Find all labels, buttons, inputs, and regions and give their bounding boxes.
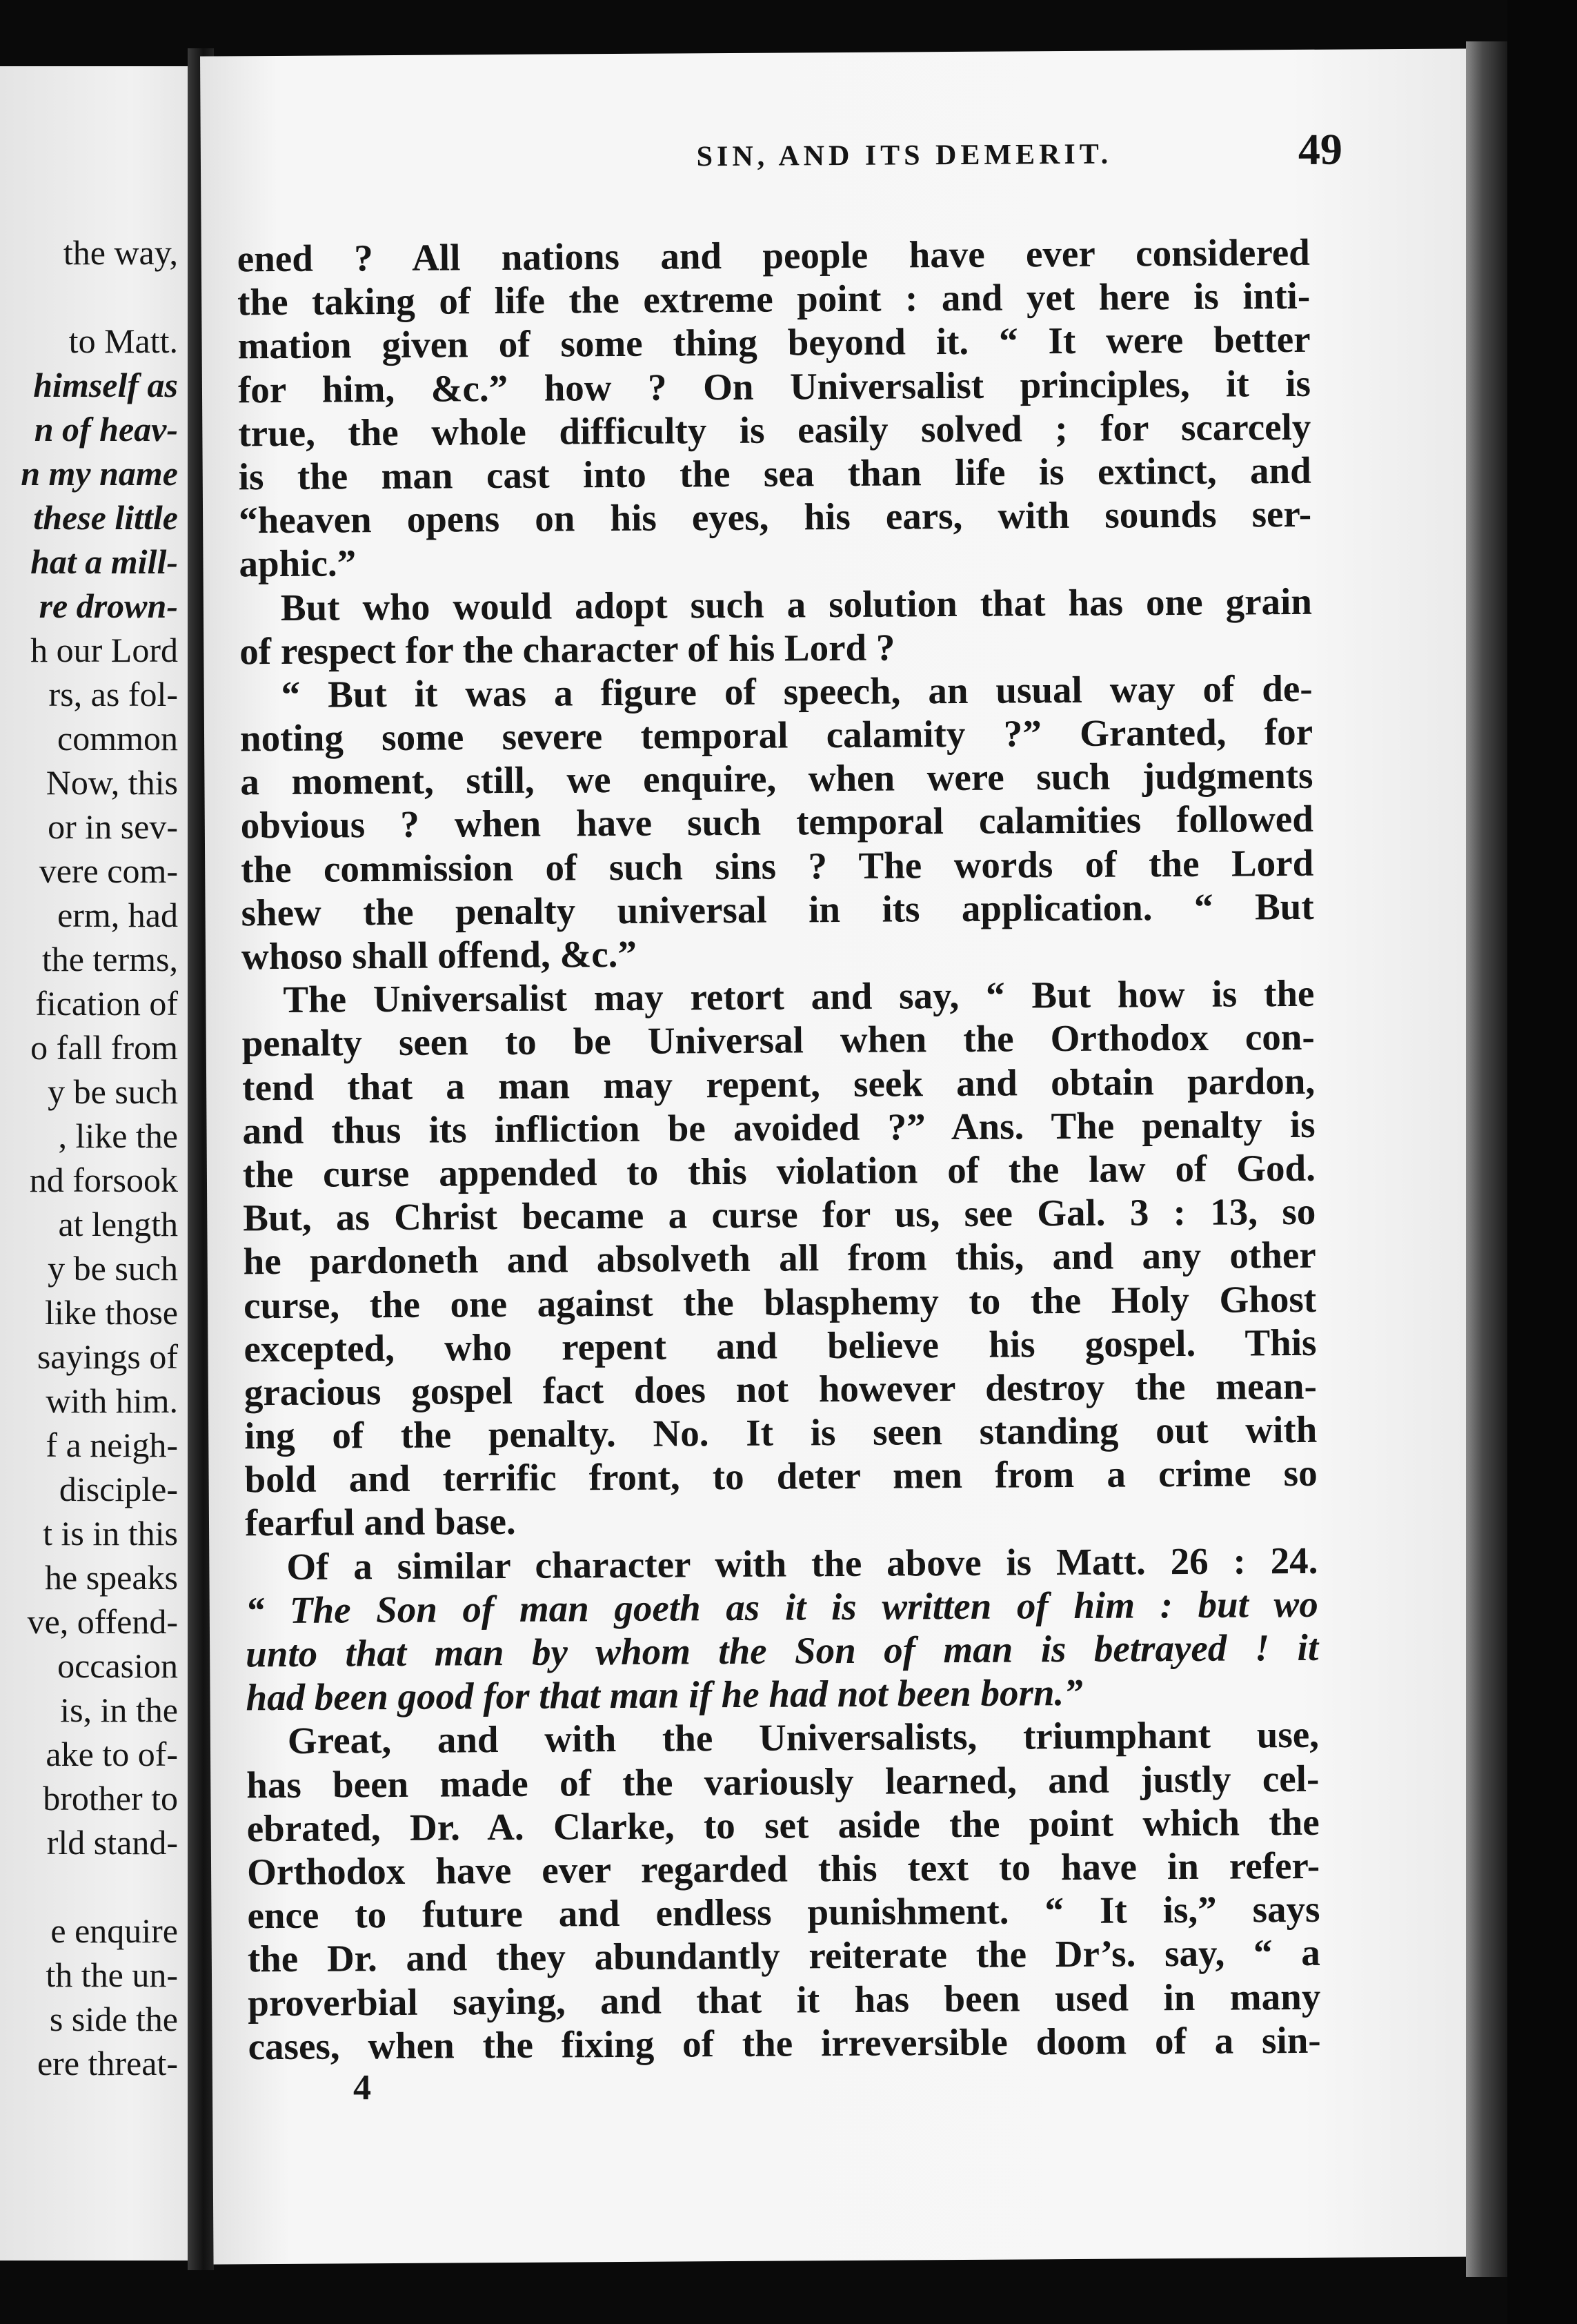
- text-line: Great, and with the Universalists, triumphant use,: [287, 1713, 1320, 1762]
- text-line: of respect for the character of his Lord ?: [239, 626, 895, 673]
- page-edge-shadow: [1466, 41, 1507, 2277]
- text-line: unto that man by whom the Son of man is betrayed ! it: [245, 1626, 1319, 1675]
- text-line: cases, when the fixing of the irreversible doom of a sin-: [248, 2018, 1321, 2067]
- left-page-line: [0, 1864, 178, 1909]
- text-line: obvious ? when have such temporal calamities followed: [240, 798, 1313, 847]
- left-page-line: hat a mill-: [30, 542, 178, 581]
- text-line: “ But it was a figure of speech, an usual way of de-: [281, 667, 1313, 716]
- left-page-line: y be such: [48, 1072, 178, 1111]
- left-page-line: these little: [33, 498, 178, 537]
- left-page-line: at length: [58, 1205, 178, 1243]
- left-page-line: n of heav-: [34, 410, 178, 449]
- left-page-line: or in sev-: [48, 807, 178, 846]
- left-page-line: e enquire: [50, 1911, 178, 1950]
- text-line: the curse appended to this violation of the law of God.: [242, 1146, 1316, 1196]
- text-line: and thus its infliction be avoided ?” Ans. The penalty is: [242, 1103, 1316, 1152]
- text-line: proverbial saying, and that it has been used in many: [248, 1975, 1321, 2024]
- left-page-line: Now, this: [46, 763, 178, 802]
- text-line: whoso shall offend, &c.”: [241, 932, 637, 978]
- text-line: for him, &c.” how ? On Universalist principles, it is: [237, 362, 1311, 411]
- left-page-line: the way,: [63, 233, 178, 272]
- text-line: the commission of such sins ? The words of the Lord: [241, 841, 1314, 890]
- left-page-line: he speaks: [45, 1558, 178, 1597]
- left-page-line: erm, had: [57, 896, 178, 934]
- left-page-line: the terms,: [41, 940, 178, 978]
- page-number: 49: [1298, 124, 1343, 174]
- text-line: penalty seen to be Universal when the Orthodox con-: [241, 1016, 1315, 1065]
- text-line: fearful and base.: [244, 1500, 516, 1544]
- text-line: “ The Son of man goeth as it is written of him : but wo: [245, 1582, 1318, 1632]
- text-line: has been made of the variously learned, and justly cel-: [246, 1757, 1320, 1806]
- text-line: shew the penalty universal in its application. “ But: [241, 885, 1314, 934]
- left-page-line: [0, 275, 178, 319]
- scan-border: [1507, 0, 1577, 2324]
- text-line: the Dr. and they abundantly reiterate the Dr’s. say, “ a: [247, 1931, 1321, 1980]
- left-page-line: h our Lord: [30, 631, 178, 669]
- left-page-line: is, in the: [60, 1691, 178, 1729]
- text-line: curse, the one against the blasphemy to the Holy Ghost: [243, 1277, 1317, 1326]
- text-line: aphic.”: [239, 542, 357, 585]
- left-page-line: ve, offend-: [27, 1602, 178, 1641]
- page-header: [201, 124, 1484, 198]
- body-text: [237, 230, 1321, 2068]
- left-page-line: th the un-: [46, 1956, 178, 1994]
- left-page-line: with him.: [46, 1381, 178, 1420]
- left-page-line: sayings of: [37, 1337, 178, 1376]
- left-page-line: n my name: [21, 454, 178, 493]
- left-page-line: rs, as fol-: [48, 675, 178, 713]
- text-line: the taking of life the extreme point : and yet here is inti-: [237, 275, 1311, 324]
- left-page-line: ake to of-: [46, 1735, 178, 1773]
- text-line: mation given of some thing beyond it. “ It were better: [237, 318, 1311, 367]
- left-page-line: vere com-: [39, 851, 178, 890]
- text-line: ing of the penalty. No. It is seen standing out with: [244, 1408, 1318, 1457]
- running-head: SIN, AND ITS DEMERIT.: [696, 138, 1113, 173]
- left-page-line: s side the: [49, 2000, 178, 2038]
- left-page-line: brother to: [43, 1779, 178, 1818]
- left-page-line: himself as: [33, 366, 178, 404]
- text-line: excepted, who repent and believe his gospel. This: [244, 1321, 1317, 1370]
- left-page-line: ere threat-: [37, 2044, 178, 2082]
- text-line: “heaven opens on his eyes, his ears, with sounds ser-: [238, 492, 1312, 542]
- left-page-line: rld stand-: [46, 1823, 178, 1862]
- text-line: ened ? All nations and people have ever considered: [237, 230, 1310, 280]
- text-line: But who would adopt such a solution that has one grain: [280, 580, 1313, 629]
- text-line: bold and terrific front, to deter men from a crime so: [244, 1452, 1318, 1501]
- left-page-line: like those: [44, 1293, 178, 1332]
- signature-mark: 4: [353, 2068, 371, 2107]
- left-page-line: to Matt.: [68, 322, 178, 360]
- left-page-line: t is in this: [43, 1514, 178, 1553]
- text-line: But, as Christ became a curse for us, see Gal. 3 : 13, so: [243, 1190, 1316, 1239]
- left-page-line: fication of: [35, 984, 178, 1023]
- left-page-line: nd forsook: [29, 1161, 178, 1199]
- left-page-line: occasion: [57, 1646, 178, 1685]
- text-line: had been good for that man if he had not been born.”: [246, 1671, 1083, 1719]
- left-page-line: y be such: [48, 1249, 178, 1288]
- text-line: ence to future and endless punishment. “ It is,” says: [247, 1887, 1320, 1937]
- text-line: Of a similar character with the above is Matt. 26 : 24.: [286, 1539, 1318, 1588]
- left-page-line: re drown-: [39, 587, 178, 625]
- text-line: Orthodox have ever regarded this text to have in refer-: [246, 1844, 1320, 1893]
- left-page: [0, 66, 188, 2261]
- right-page: [200, 48, 1497, 2264]
- text-line: true, the whole difficulty is easily solved ; for scarcely: [238, 405, 1311, 455]
- left-page-line: , like the: [58, 1116, 178, 1155]
- text-line: The Universalist may retort and say, “ But how is the: [283, 972, 1315, 1021]
- left-page-line: f a neigh-: [46, 1426, 178, 1464]
- left-page-text: [0, 230, 178, 2085]
- text-line: gracious gospel fact does not however destroy the mean-: [244, 1364, 1318, 1414]
- text-line: he pardoneth and absolveth all from this, and any other: [243, 1234, 1316, 1283]
- left-page-line: disciple-: [59, 1470, 178, 1508]
- text-line: tend that a man may repent, seek and obtain pardon,: [241, 1059, 1316, 1108]
- text-line: a moment, still, we enquire, when were such judgments: [240, 754, 1313, 803]
- left-page-line: common: [57, 719, 178, 758]
- text-line: noting some severe temporal calamity ?” Granted, for: [239, 710, 1313, 760]
- text-line: ebrated, Dr. A. Clarke, to set aside the point which the: [246, 1800, 1320, 1850]
- left-page-line: o fall from: [30, 1028, 178, 1067]
- text-line: is the man cast into the sea than life is extinct, and: [238, 449, 1311, 498]
